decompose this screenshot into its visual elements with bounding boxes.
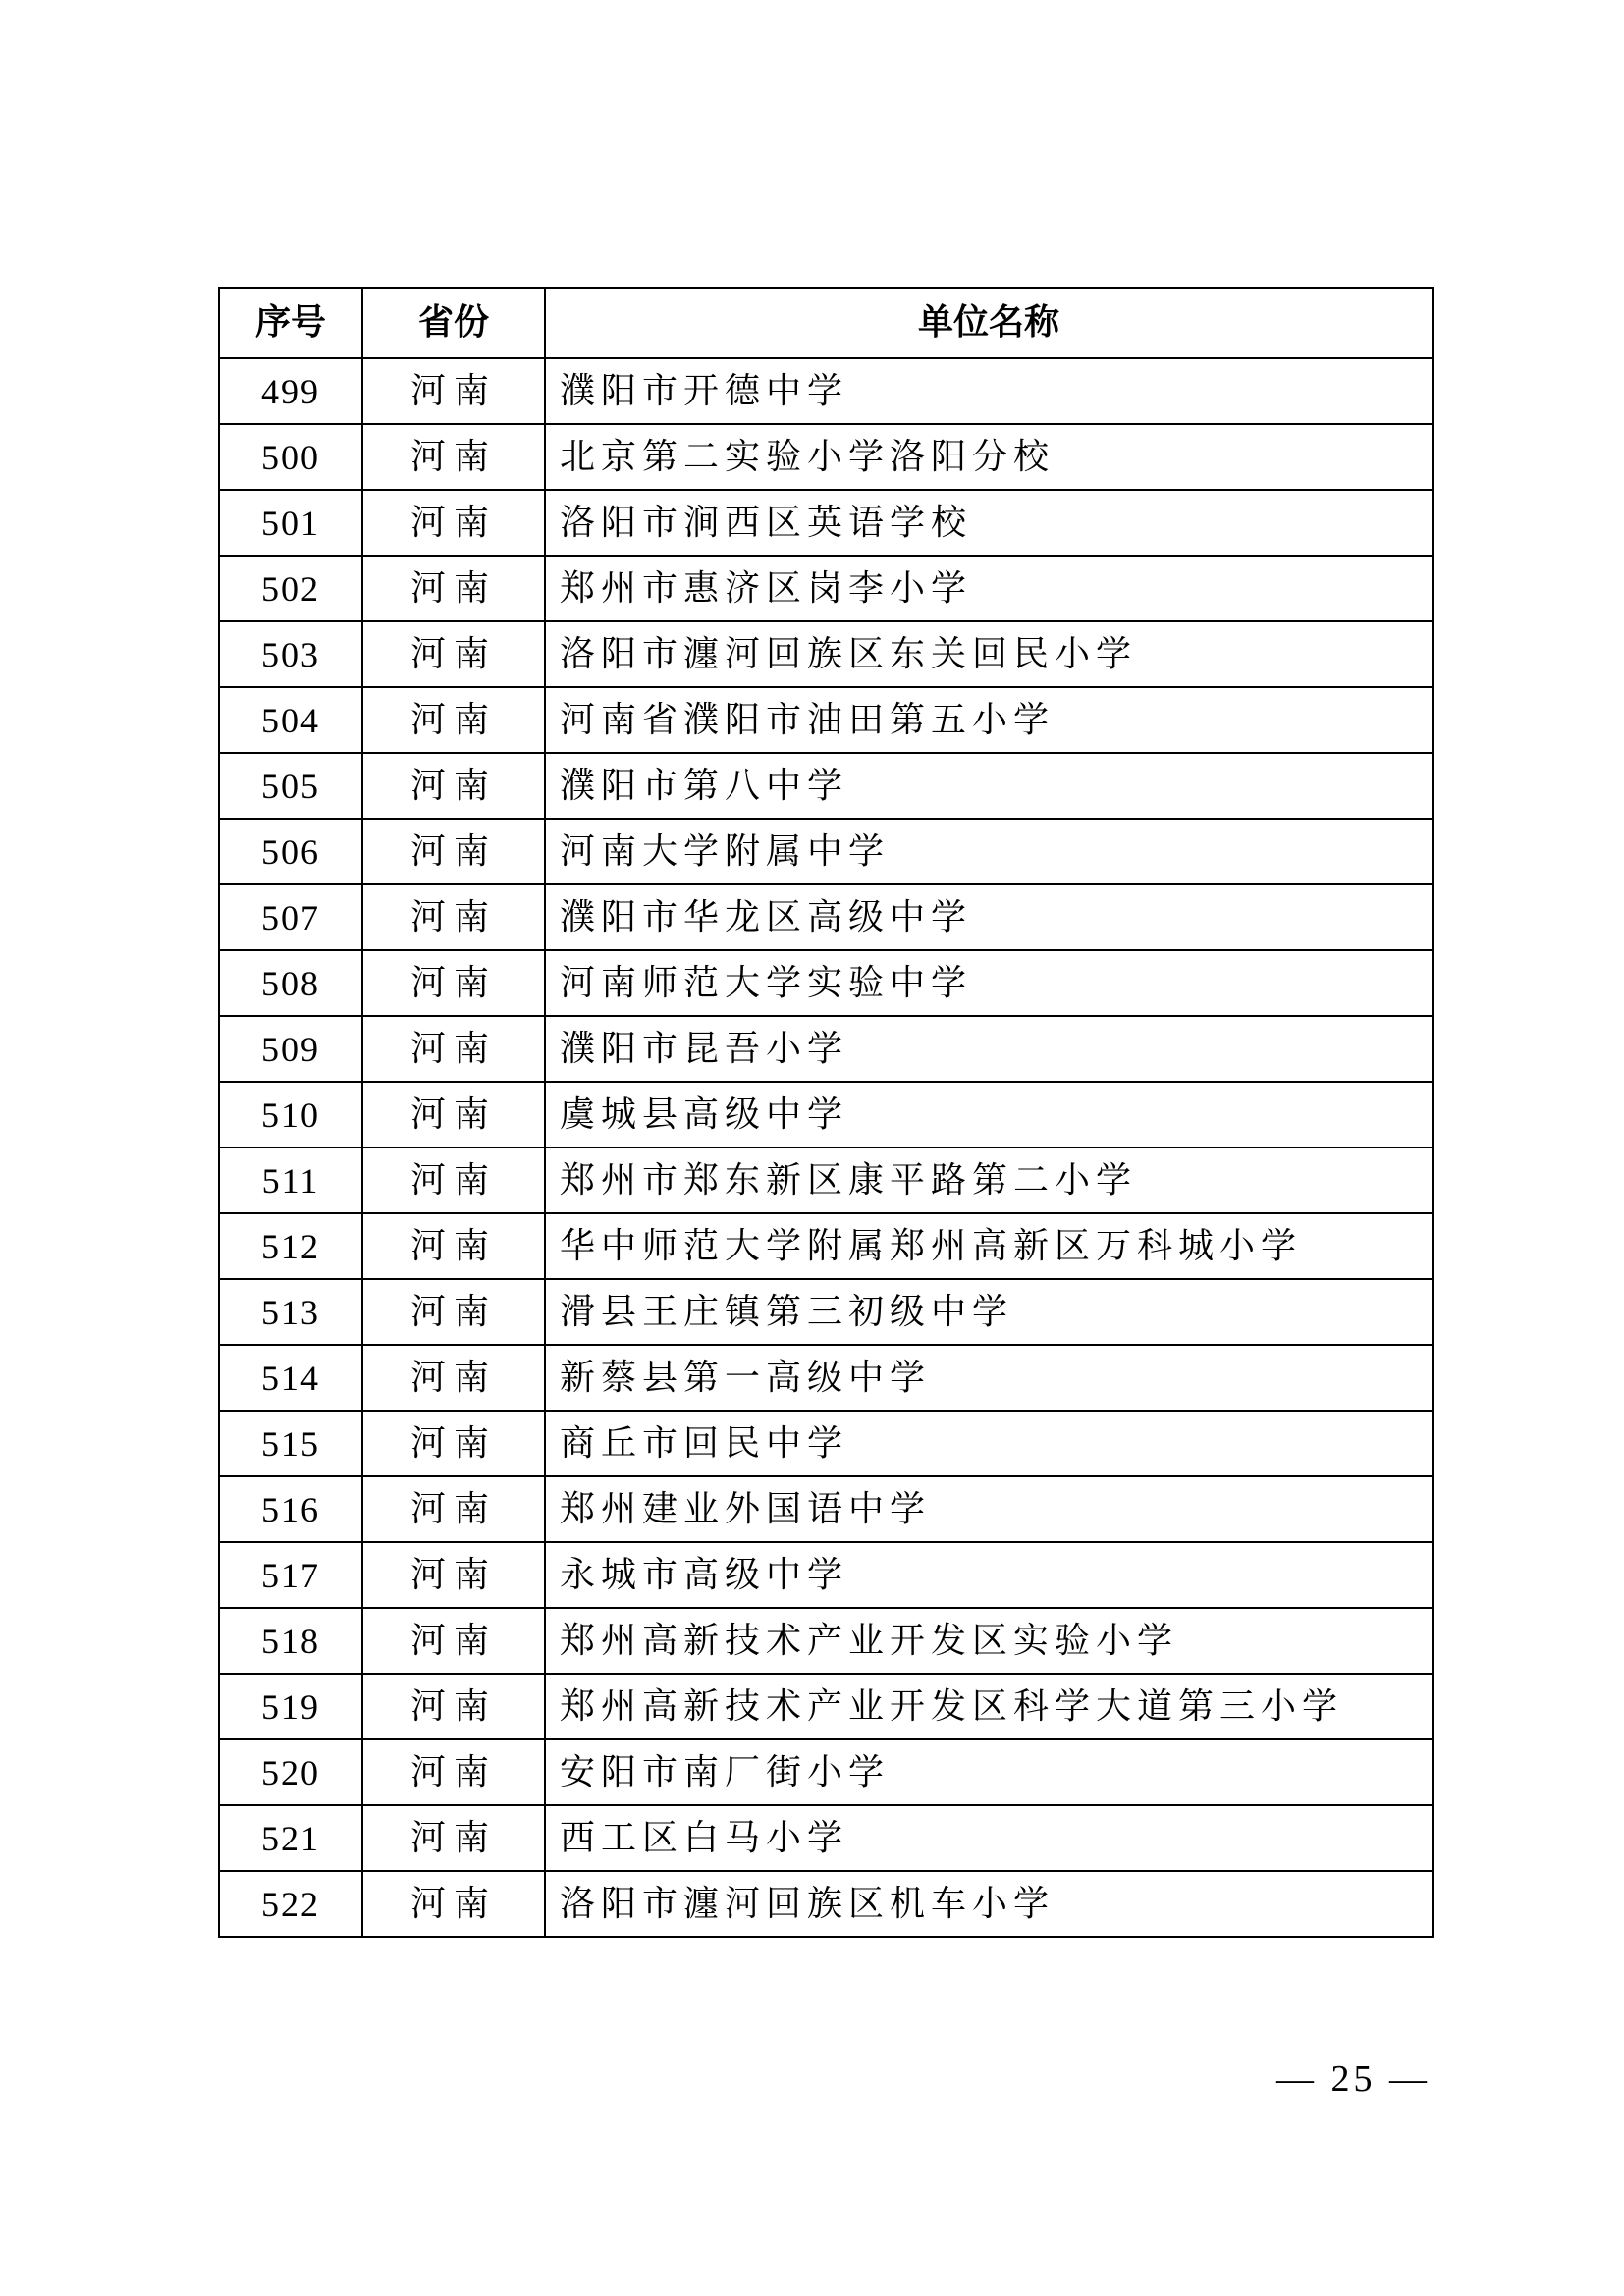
province-cell: 河南	[362, 556, 545, 621]
province-cell: 河南	[362, 1016, 545, 1082]
table-row	[219, 1213, 1433, 1279]
province-cell: 河南	[362, 1608, 545, 1674]
serial-number-cell: 508	[219, 950, 362, 1016]
province-cell: 河南	[362, 424, 545, 490]
serial-number-cell: 521	[219, 1805, 362, 1871]
serial-number-cell: 520	[219, 1739, 362, 1805]
province-cell: 河南	[362, 950, 545, 1016]
province-cell: 河南	[362, 1805, 545, 1871]
table-row	[219, 1674, 1433, 1739]
unit-name-cell: 北京第二实验小学洛阳分校	[545, 424, 1433, 490]
table-row	[219, 1805, 1433, 1871]
serial-number-cell: 511	[219, 1148, 362, 1213]
province-cell: 河南	[362, 358, 545, 424]
unit-name-cell: 永城市高级中学	[545, 1542, 1433, 1608]
unit-name-cell: 洛阳市瀍河回族区东关回民小学	[545, 621, 1433, 687]
unit-name-cell: 西工区白马小学	[545, 1805, 1433, 1871]
table-row	[219, 1542, 1433, 1608]
province-cell: 河南	[362, 687, 545, 753]
province-cell: 河南	[362, 1213, 545, 1279]
table-row	[219, 753, 1433, 819]
unit-name-cell: 郑州市惠济区岗李小学	[545, 556, 1433, 621]
table-row	[219, 424, 1433, 490]
table-row	[219, 1345, 1433, 1411]
serial-number-cell: 510	[219, 1082, 362, 1148]
header-serial-number: 序号	[219, 288, 362, 358]
unit-name-cell: 郑州高新技术产业开发区科学大道第三小学	[545, 1674, 1433, 1739]
province-cell: 河南	[362, 1674, 545, 1739]
header-row	[219, 288, 1433, 358]
unit-name-cell: 新蔡县第一高级中学	[545, 1345, 1433, 1411]
table-row	[219, 1411, 1433, 1476]
table-row	[219, 950, 1433, 1016]
table-row	[219, 358, 1433, 424]
province-cell: 河南	[362, 621, 545, 687]
serial-number-cell: 516	[219, 1476, 362, 1542]
province-cell: 河南	[362, 819, 545, 884]
table-row	[219, 621, 1433, 687]
table-row	[219, 1608, 1433, 1674]
unit-name-cell: 安阳市南厂街小学	[545, 1739, 1433, 1805]
unit-name-cell: 濮阳市第八中学	[545, 753, 1433, 819]
serial-number-cell: 514	[219, 1345, 362, 1411]
serial-number-cell: 499	[219, 358, 362, 424]
table-row	[219, 1476, 1433, 1542]
serial-number-cell: 502	[219, 556, 362, 621]
serial-number-cell: 501	[219, 490, 362, 556]
table-row	[219, 1148, 1433, 1213]
header-province: 省份	[362, 288, 545, 358]
province-cell: 河南	[362, 1279, 545, 1345]
unit-name-cell: 濮阳市昆吾小学	[545, 1016, 1433, 1082]
unit-name-cell: 洛阳市瀍河回族区机车小学	[545, 1871, 1433, 1937]
province-cell: 河南	[362, 1476, 545, 1542]
serial-number-cell: 519	[219, 1674, 362, 1739]
unit-name-cell: 郑州市郑东新区康平路第二小学	[545, 1148, 1433, 1213]
unit-name-cell: 河南大学附属中学	[545, 819, 1433, 884]
serial-number-cell: 503	[219, 621, 362, 687]
province-cell: 河南	[362, 1871, 545, 1937]
table-row	[219, 687, 1433, 753]
table-header	[219, 288, 1433, 358]
unit-name-cell: 河南省濮阳市油田第五小学	[545, 687, 1433, 753]
province-cell: 河南	[362, 490, 545, 556]
serial-number-cell: 515	[219, 1411, 362, 1476]
unit-name-cell: 洛阳市涧西区英语学校	[545, 490, 1433, 556]
table-row	[219, 1016, 1433, 1082]
unit-name-cell: 郑州高新技术产业开发区实验小学	[545, 1608, 1433, 1674]
province-cell: 河南	[362, 1411, 545, 1476]
province-cell: 河南	[362, 1148, 545, 1213]
serial-number-cell: 507	[219, 884, 362, 950]
table-row	[219, 1082, 1433, 1148]
unit-name-cell: 濮阳市开德中学	[545, 358, 1433, 424]
province-cell: 河南	[362, 753, 545, 819]
table-row	[219, 884, 1433, 950]
serial-number-cell: 518	[219, 1608, 362, 1674]
table-row	[219, 556, 1433, 621]
serial-number-cell: 512	[219, 1213, 362, 1279]
unit-name-cell: 河南师范大学实验中学	[545, 950, 1433, 1016]
header-unit-name: 单位名称	[545, 288, 1433, 358]
province-cell: 河南	[362, 1739, 545, 1805]
table-row	[219, 819, 1433, 884]
serial-number-cell: 509	[219, 1016, 362, 1082]
province-cell: 河南	[362, 1082, 545, 1148]
unit-name-cell: 华中师范大学附属郑州高新区万科城小学	[545, 1213, 1433, 1279]
serial-number-cell: 522	[219, 1871, 362, 1937]
table-row	[219, 1871, 1433, 1937]
province-cell: 河南	[362, 884, 545, 950]
table-row	[219, 1739, 1433, 1805]
unit-name-cell: 商丘市回民中学	[545, 1411, 1433, 1476]
unit-list-table	[218, 287, 1434, 1938]
serial-number-cell: 505	[219, 753, 362, 819]
unit-name-cell: 郑州建业外国语中学	[545, 1476, 1433, 1542]
table-row	[219, 490, 1433, 556]
serial-number-cell: 513	[219, 1279, 362, 1345]
serial-number-cell: 517	[219, 1542, 362, 1608]
table-body	[219, 358, 1433, 1937]
unit-name-cell: 滑县王庄镇第三初级中学	[545, 1279, 1433, 1345]
serial-number-cell: 506	[219, 819, 362, 884]
table-row	[219, 1279, 1433, 1345]
serial-number-cell: 504	[219, 687, 362, 753]
province-cell: 河南	[362, 1542, 545, 1608]
serial-number-cell: 500	[219, 424, 362, 490]
page-number: — 25 —	[1276, 2058, 1431, 2100]
unit-name-cell: 虞城县高级中学	[545, 1082, 1433, 1148]
unit-name-cell: 濮阳市华龙区高级中学	[545, 884, 1433, 950]
province-cell: 河南	[362, 1345, 545, 1411]
